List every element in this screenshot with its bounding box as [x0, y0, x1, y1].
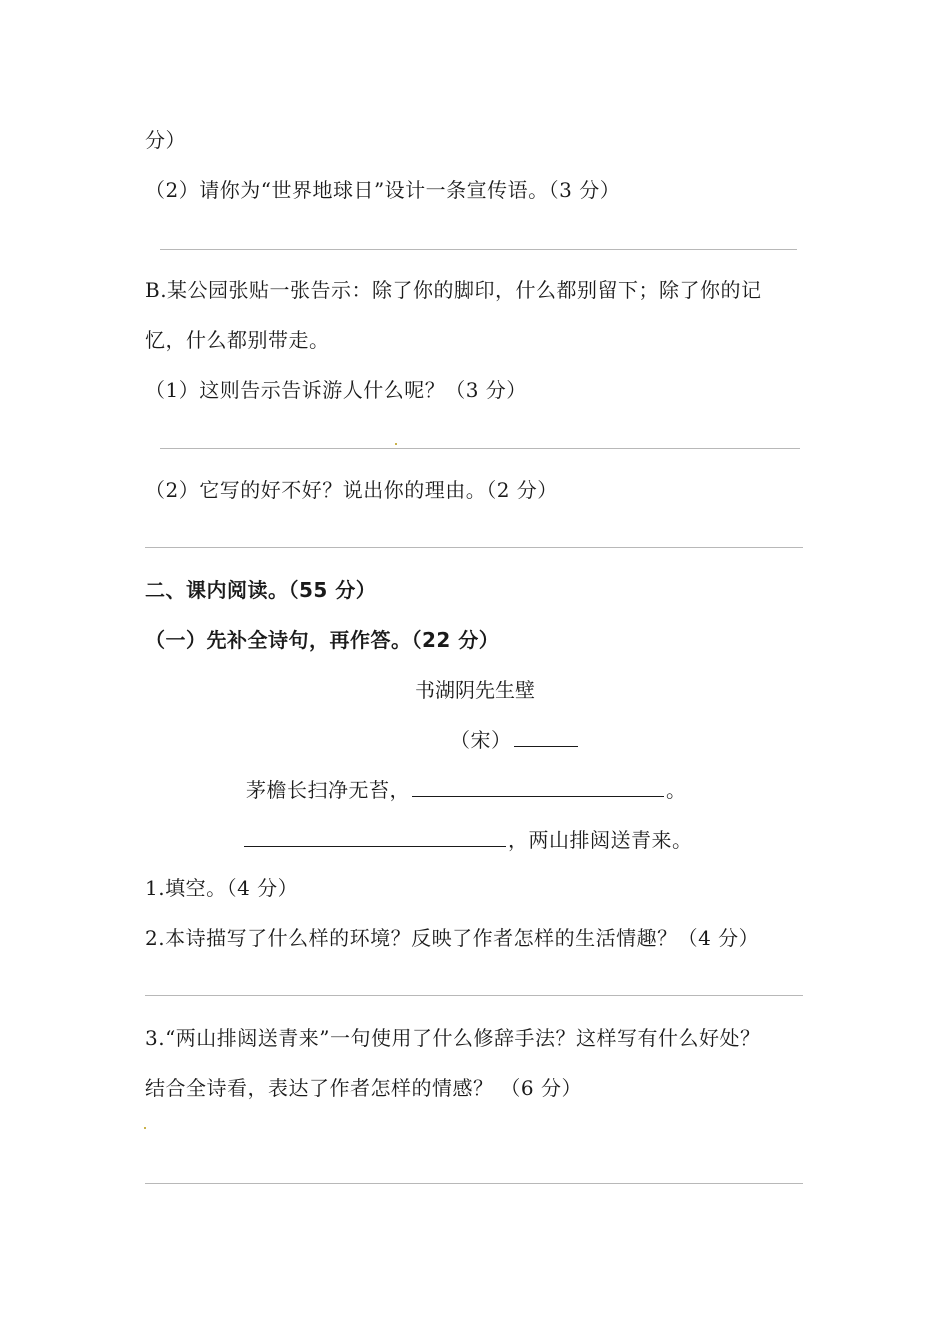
answer-line-a2[interactable]	[160, 249, 797, 250]
poem-line2	[242, 826, 693, 854]
question-3-line1: 3.“两山排闼送青来”一句使用了什么修辞手法？这样写有什么好处？	[145, 1026, 761, 1050]
section-b-text-line1: B.某公园张贴一张告示：除了你的脚印，什么都别留下；除了你的记	[145, 278, 762, 302]
poem-line1-suffix: 。	[666, 778, 687, 802]
question-b2: （2）它写的好不好？说出你的理由。（2 分）	[145, 478, 558, 502]
answer-line-q3[interactable]	[145, 1183, 803, 1184]
poem-author-row	[450, 726, 580, 754]
answer-line-b2[interactable]	[145, 547, 803, 548]
scan-speck	[144, 1127, 146, 1129]
section-two-heading: 二、课内阅读。（55 分）	[145, 578, 377, 602]
question-a2: （2）请你为“世界地球日”设计一条宣传语。（3 分）	[145, 178, 621, 202]
answer-line-b1[interactable]	[160, 448, 800, 449]
question-2: 2.本诗描写了什么样的环境？反映了作者怎样的生活情趣？（4 分）	[145, 926, 760, 950]
question-3-line2: 结合全诗看，表达了作者怎样的情感？ （6 分）	[145, 1076, 582, 1100]
carryover-text: 分）	[145, 128, 186, 152]
poem-line1-blank[interactable]	[412, 776, 664, 797]
poem-line2-blank[interactable]	[244, 826, 506, 847]
author-blank[interactable]	[514, 726, 578, 747]
scan-speck	[395, 443, 397, 445]
question-1: 1.填空。（4 分）	[145, 876, 299, 900]
question-b1: （1）这则告示告诉游人什么呢？（3 分）	[145, 378, 527, 402]
poem-line1	[246, 776, 687, 804]
poem-line2-suffix: ，两山排闼送青来。	[508, 828, 693, 852]
poem-title: 书湖阴先生壁	[415, 678, 535, 702]
poem-dynasty: （宋）	[450, 728, 512, 752]
section-two-subheading: （一）先补全诗句，再作答。（22 分）	[145, 628, 500, 652]
poem-line1-prefix: 茅檐长扫净无苔，	[246, 778, 410, 802]
section-b-text-line2: 忆，什么都别带走。	[145, 328, 330, 352]
answer-line-q2[interactable]	[145, 995, 803, 996]
